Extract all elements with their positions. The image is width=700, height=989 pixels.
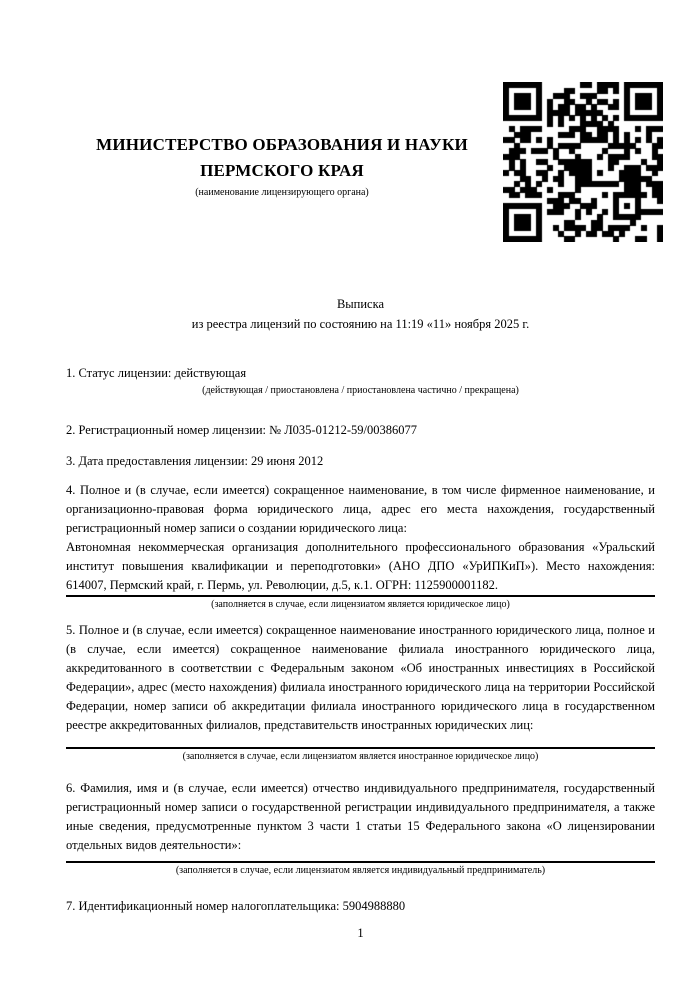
section-5-label: 5. Полное и (в случае, если имеется) сокращенное наименование иностранного юридического лица, полное и (в случае, если имеется) сокращенное наименование филиала иностранного юридического лица, аккредитованного в соответствии с Федеральным законом «Об иностранных инвестициях в Российской Федерации», адрес (место нахождения) филиала иностранного юридического лица на территории Российской Федерации, номер записи об аккредитации филиала иностранного юридического лица в государственном реестре аккредитованных филиалов, представительств иностранных юридических лиц: [66,623,655,732]
document-content [66,0,655,916]
section-6-individual-entrepreneur [66,779,655,855]
section-6-note: (заполняется в случае, если лицензиатом является индивидуальный предприниматель) [175,865,546,876]
document-title: Выписка [336,297,385,311]
section-2-registration-number: 2. Регистрационный номер лицензии: № Л035-01212-59/00386077 [66,423,417,437]
document-subtitle: из реестра лицензий по состоянию на 11:19 «11» ноября 2025 г. [191,317,530,331]
section-5-note: (заполняется в случае, если лицензиатом является иностранное юридическое лицо) [182,751,539,762]
document-title-block [66,294,655,334]
section-4-label: 4. Полное и (в случае, если имеется) сокращенное наименование, в том числе фирменное наименование, и организационно-правовая форма юридического лица, адрес его места нахождения, государственный регистрационный номер записи о создании юридического лица: [66,483,655,535]
section-1-note: (действующая / приостановлена / приостановлена частично / прекращена) [202,385,519,396]
page-number: 1 [357,926,364,940]
authority-title-line2: ПЕРМСКОГО КРАЯ [200,161,364,180]
section-6-label: 6. Фамилия, имя и (в случае, если имеется) отчество индивидуального предпринимателя, государственный регистрационный номер записи о государственной регистрации индивидуального предпринимателя, а также иные сведения, предусмотренные пунктом 3 части 1 статьи 15 Федерального закона «О лицензировании отдельных видов деятельности»: [66,781,655,852]
authority-title [66,132,498,184]
section-5-foreign-entity [66,621,655,735]
section-1-license-status: 1. Статус лицензии: действующая [66,366,247,380]
authority-title-line1: МИНИСТЕРСТВО ОБРАЗОВАНИЯ И НАУКИ [96,135,468,154]
section-4-note: (заполняется в случае, если лицензиатом является юридическое лицо) [211,599,510,610]
section-3-license-date: 3. Дата предоставления лицензии: 29 июня 2012 [66,454,324,468]
licensing-authority-block [66,132,498,200]
section-4-legal-entity [66,481,655,595]
authority-caption: (наименование лицензирующего органа) [195,187,369,198]
section-4-value: Автономная некоммерческая организация дополнительного профессионального образования «Уральский институт повышения квалификации и переподготовки» (АНО ДПО «УрИПКиП»). Место нахождения: 614007, Пермский край, г. Пермь, ул. Революции, д.5, к.1. ОГРН: 1125900001182. [66,540,655,592]
section-7-taxpayer-number: 7. Идентификационный номер налогоплательщика: 5904988880 [66,899,406,913]
